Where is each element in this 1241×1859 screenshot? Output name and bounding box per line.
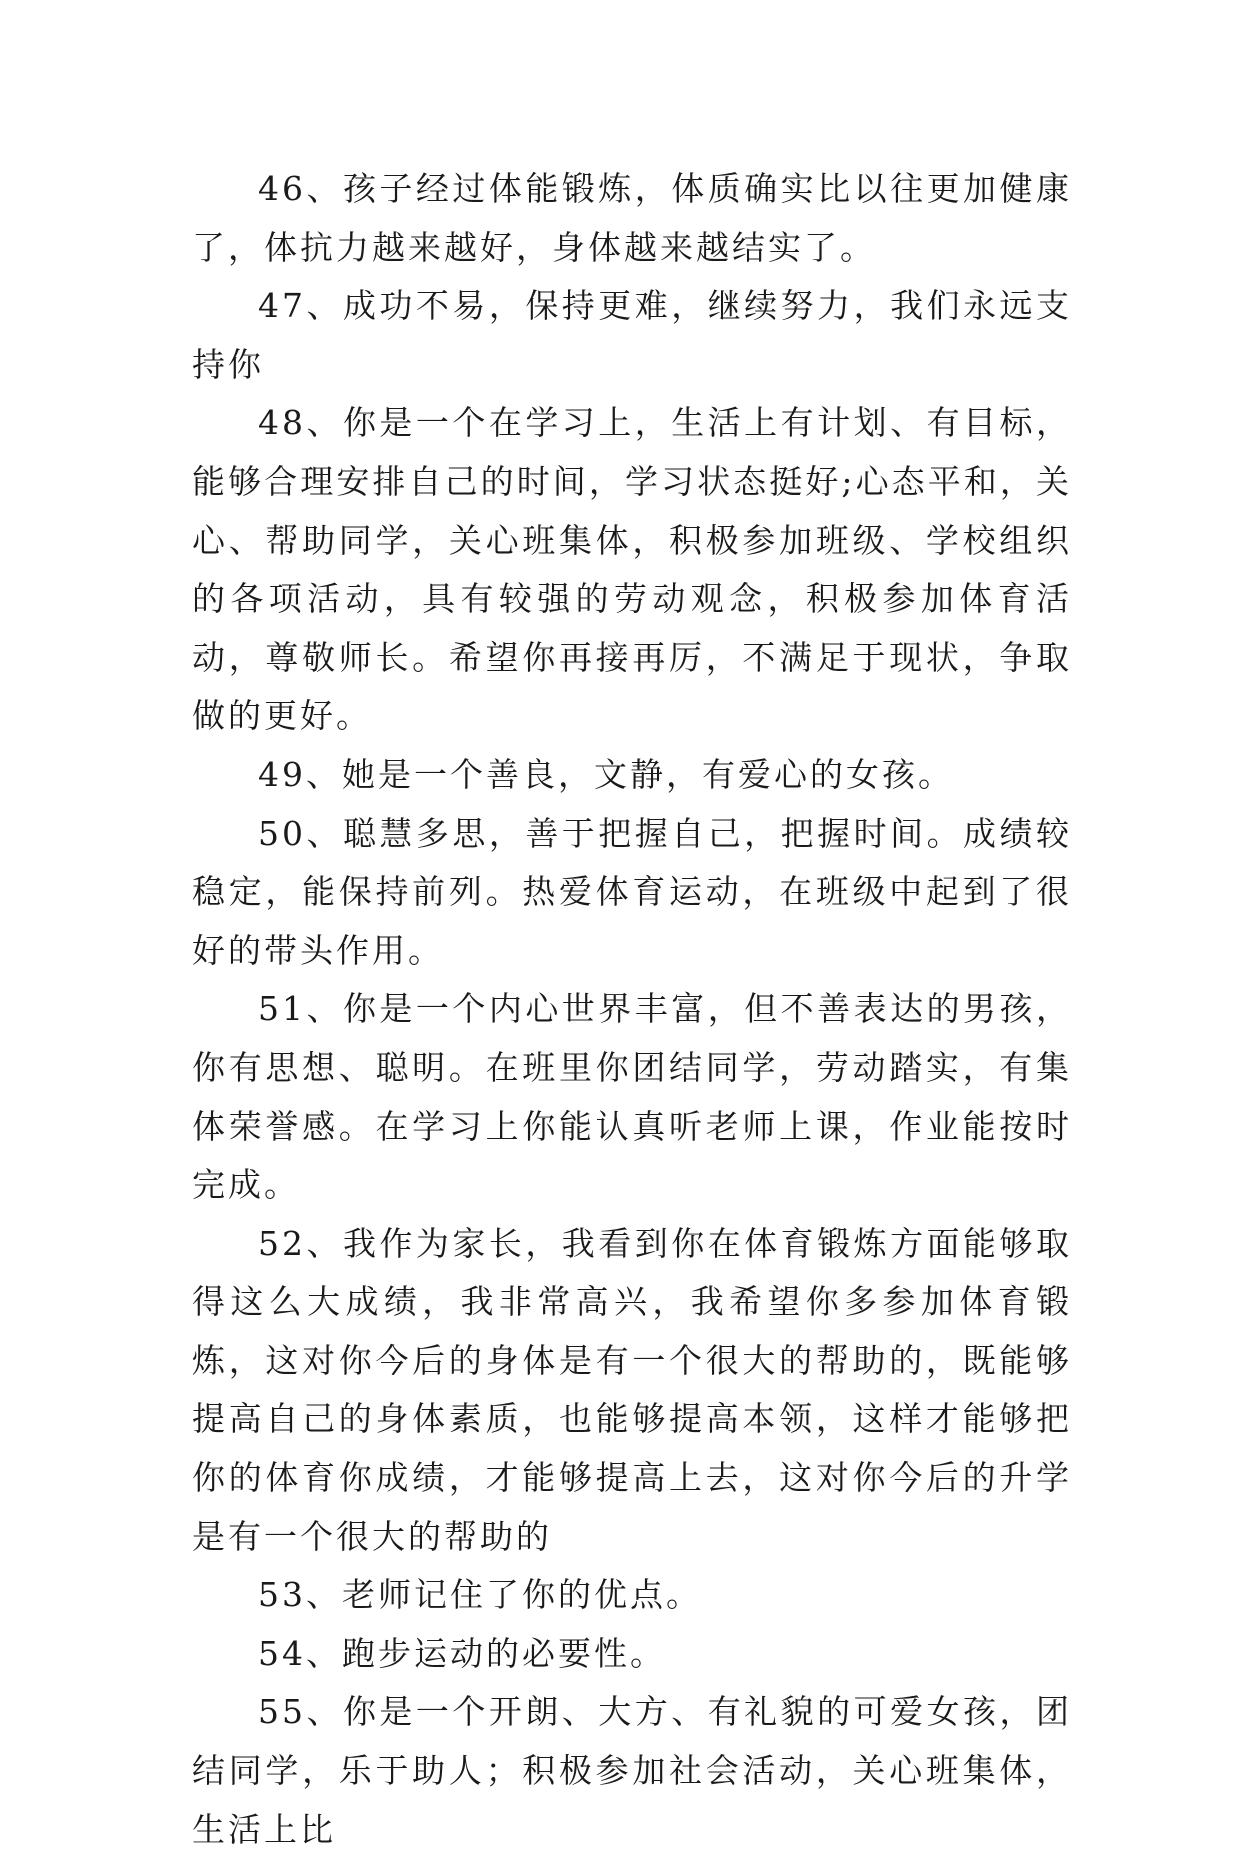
paragraph-52: 52、我作为家长，我看到你在体育锻炼方面能够取得这么大成绩，我非常高兴，我希望你多参加体育锻炼，这对你今后的身体是有一个很大的帮助的，既能够提高自己的身体素质，也能够提高本领，这样才能够把你的体育你成绩，才能够提高上去，这对你今后的升学是有一个很大的帮助的 xyxy=(192,1223,1072,1556)
paragraph-54: 54、跑步运动的必要性。 xyxy=(258,1633,666,1673)
paragraph-53: 53、老师记住了你的优点。 xyxy=(258,1575,702,1615)
paragraph-51: 51、你是一个内心世界丰富，但不善表达的男孩，你有思想、聪明。在班里你团结同学，劳动踏实，有集体荣誉感。在学习上你能认真听老师上课，作业能按时完成。 xyxy=(192,989,1072,1205)
paragraph-46: 46、孩子经过体能锻炼，体质确实比以往更加健康了，体抗力越来越好，身体越来越结实了。 xyxy=(192,169,1072,267)
paragraph-49: 49、她是一个善良，文静，有爱心的女孩。 xyxy=(258,754,954,794)
document-body xyxy=(192,160,1072,1859)
paragraph-55: 55、你是一个开朗、大方、有礼貌的可爱女孩，团结同学，乐于助人；积极参加社会活动，关心班集体，生活上比 xyxy=(192,1692,1072,1849)
paragraph-48: 48、你是一个在学习上，生活上有计划、有目标，能够合理安排自己的时间，学习状态挺好;心态平和，关心、帮助同学，关心班集体，积极参加班级、学校组织的各项活动，具有较强的劳动观念，积极参加体育活动，尊敬师长。希望你再接再厉，不满足于现状，争取做的更好。 xyxy=(192,403,1072,736)
paragraph-50: 50、聪慧多思，善于把握自己，把握时间。成绩较稳定，能保持前列。热爱体育运动，在班级中起到了很好的带头作用。 xyxy=(192,813,1072,970)
paragraph-47: 47、成功不易，保持更难，继续努力，我们永远支持你 xyxy=(192,286,1072,384)
